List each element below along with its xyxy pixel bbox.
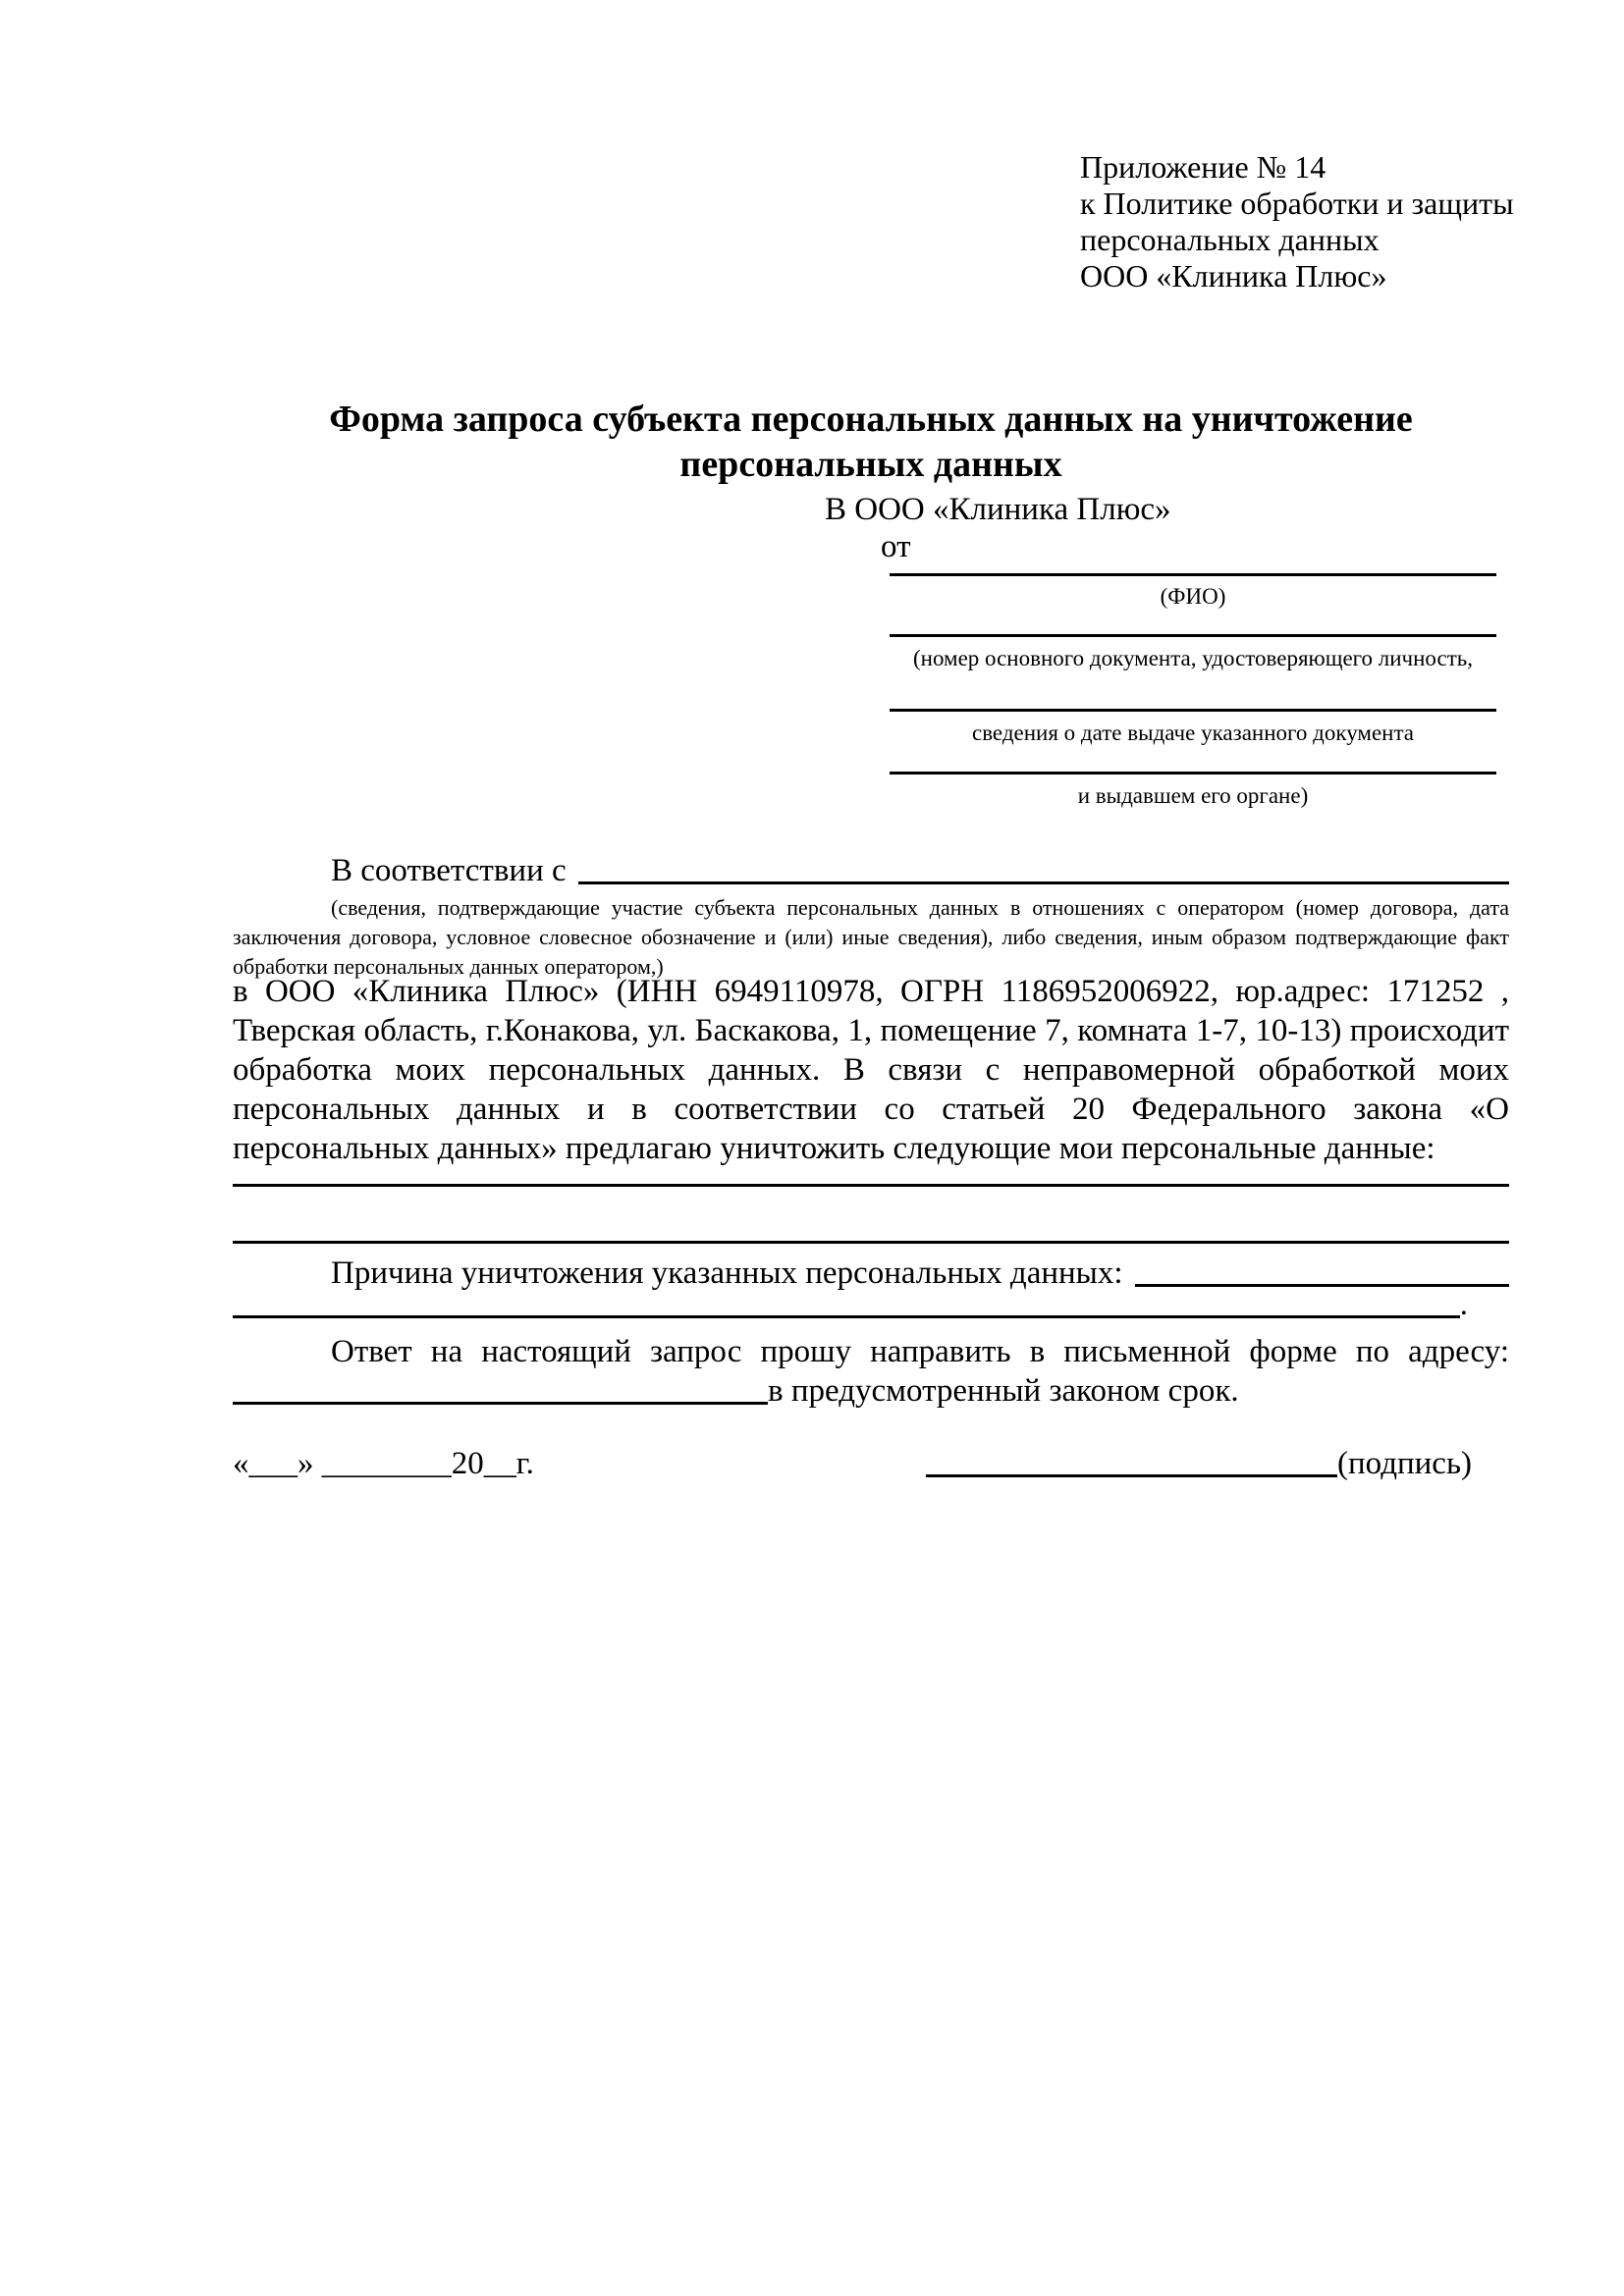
fill-in-line-accordance xyxy=(578,850,1509,884)
fill-in-line-data-2 xyxy=(233,1241,1509,1244)
accordance-note: (сведения, подтверждающие участие субъекта персональных данных в отношениях с оператором (номер договора, дата заключения договора, условное словесное обозначение и (или) иные сведения), либо сведения, иным образом подтверждающие факт обработки персональных данных оператором,) xyxy=(233,895,1509,979)
reason-period: . xyxy=(1459,1287,1468,1322)
form-title xyxy=(233,397,1509,487)
accordance-row xyxy=(233,850,1509,891)
field-caption-fio: (ФИО) xyxy=(1160,584,1226,609)
signature-row xyxy=(926,1443,1476,1484)
appendix-header xyxy=(1080,149,1514,294)
reason-blank-row xyxy=(233,1284,1468,1325)
signature-caption: (подпись) xyxy=(1337,1446,1472,1481)
appendix-line: к Политике обработки и защиты xyxy=(1080,186,1514,221)
form-title-line: персональных данных xyxy=(679,444,1062,485)
fill-in-line-fio xyxy=(890,573,1496,576)
fill-in-line-document-number xyxy=(890,634,1496,637)
reply-sentence: Ответ на настоящий запрос прошу направить в письменной форме по адресу: xyxy=(331,1334,1509,1369)
fill-in-line-issue-date xyxy=(890,709,1496,712)
appendix-line: Приложение № 14 xyxy=(1080,149,1326,185)
appendix-line: персональных данных xyxy=(1080,222,1380,257)
accordance-lead: В соответствии с xyxy=(331,853,567,888)
form-title-line: Форма запроса субъекта персональных данных на уничтожение xyxy=(329,399,1413,440)
fill-in-line-reason-2 xyxy=(233,1284,1460,1318)
field-caption-document-number: (номер основного документа, удостоверяющего личность, xyxy=(912,646,1473,670)
field-caption-issuing-authority: и выдавшем его органе) xyxy=(1077,783,1309,808)
fill-in-line-issuing-authority xyxy=(890,772,1496,774)
fill-in-line-signature xyxy=(926,1443,1337,1477)
fill-in-line-reason xyxy=(1135,1253,1509,1287)
fill-in-line-data-1 xyxy=(233,1184,1509,1187)
fill-in-line-address xyxy=(233,1370,768,1405)
date-line: «___» ________20__г. xyxy=(233,1446,534,1481)
from-label: от xyxy=(881,529,911,564)
body-paragraph: в ООО «Клиника Плюс» (ИНН 6949110978, ОГРН 1186952006922, юр.адрес: 171252 , Тверская область, г.Конакова, ул. Баскакова, 1, помещение 7, комната 1-7, 10-13) происходит обработка моих персональных данных. В связи с неправомерной обработкой моих персональных данных и в соответствии со статьей 20 Федерального закона «О персональных данных» предлагаю уничтожить следующие мои персональные данные: xyxy=(233,974,1509,1166)
reply-tail: в предусмотренный законом срок. xyxy=(768,1373,1239,1409)
reason-label: Причина уничтожения указанных персональных данных: xyxy=(331,1255,1123,1291)
field-caption-issue-date: сведения о дате выдаче указанного документа xyxy=(971,721,1415,745)
addressee-line: В ООО «Клиника Плюс» xyxy=(825,492,1171,527)
appendix-line: ООО «Клиника Плюс» xyxy=(1080,258,1387,294)
reply-address-row xyxy=(233,1370,1509,1412)
